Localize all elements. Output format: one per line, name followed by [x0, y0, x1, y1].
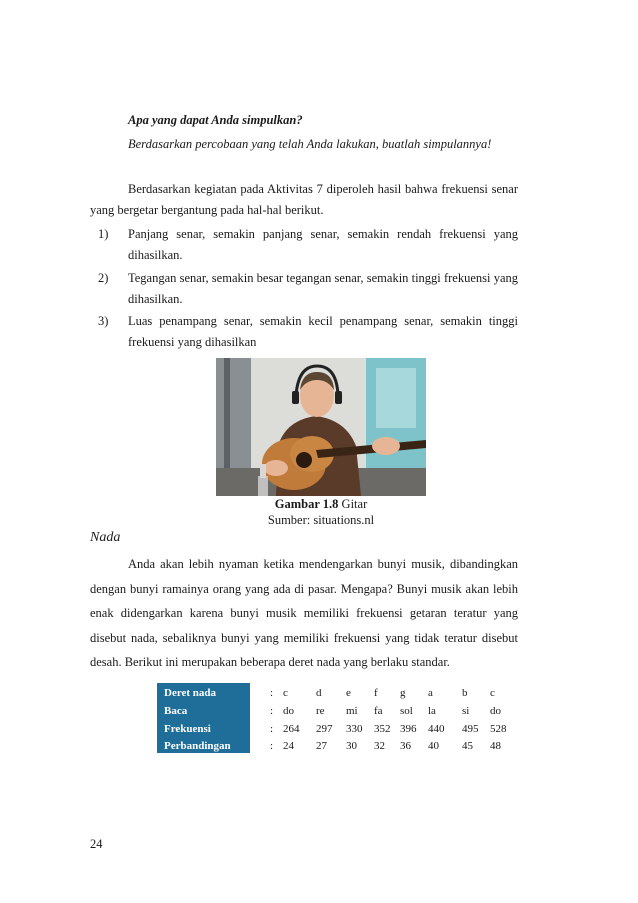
figure-caption — [216, 497, 426, 512]
list-item-text: Luas penampang senar, semakin kecil penampang senar, semakin tinggi frekuensi yang dihasilkan — [128, 314, 518, 349]
table-cell: 36 — [400, 740, 411, 752]
label-deret-nada: Deret nada — [164, 687, 217, 699]
table-cell: c — [490, 687, 495, 699]
table-cell: 330 — [346, 723, 363, 735]
table-cell: 45 — [462, 740, 473, 752]
list-item-text: Panjang senar, semakin panjang senar, semakin rendah frekuensi yang dihasilkan. — [128, 227, 518, 262]
table-cell: f — [374, 687, 378, 699]
label-frekuensi: Frekuensi — [164, 723, 211, 735]
table-cell: c — [283, 687, 288, 699]
table-separator: : — [270, 723, 274, 735]
table-cell: la — [428, 705, 436, 717]
label-baca: Baca — [164, 705, 188, 717]
table-cell: mi — [346, 705, 358, 717]
table-cell: 264 — [283, 723, 300, 735]
table-cell: 24 — [283, 740, 294, 752]
table-cell: 352 — [374, 723, 391, 735]
table-cell: 297 — [316, 723, 333, 735]
section-heading: Nada — [90, 530, 121, 545]
figure-label: Gambar 1.8 — [274, 497, 339, 511]
page-number: 24 — [90, 837, 103, 851]
table-cell: 440 — [428, 723, 445, 735]
table-cell: fa — [374, 705, 383, 717]
conclusion-list — [90, 224, 518, 355]
table-cell: 48 — [490, 740, 501, 752]
table-cell: do — [490, 705, 501, 717]
note-table-labels — [157, 683, 250, 753]
table-cell: 27 — [316, 740, 327, 752]
list-item — [90, 311, 518, 353]
table-separator: : — [270, 705, 274, 717]
table-cell: g — [400, 687, 406, 699]
conclusion-intro: Berdasarkan kegiatan pada Aktivitas 7 diperoleh hasil bahwa frekuensi senar yang bergetar bergantung pada hal-hal berikut. — [90, 182, 518, 217]
table-cell: 528 — [490, 723, 507, 735]
table-cell: 495 — [462, 723, 479, 735]
table-separator: : — [270, 740, 274, 752]
figure-source: Sumber: situations.nl — [267, 513, 375, 527]
table-cell: 40 — [428, 740, 439, 752]
table-cell: re — [316, 705, 325, 717]
section-paragraph: Anda akan lebih nyaman ketika mendengarkan bunyi musik, dibandingkan dengan bunyi ramainya orang yang ada di pasar. Mengapa? Bunyi musik akan lebih enak didengarkan karena bunyi musik memiliki frekuensi getaran teratur yang disebut nada, sebaliknya bunyi yang memiliki frekuensi yang tidak teratur disebut desah. Berikut ini merupakan beberapa deret nada yang berlaku standar. — [90, 557, 518, 669]
list-item — [90, 268, 518, 310]
table-cell: sol — [400, 705, 413, 717]
label-perbandingan: Perbandingan — [164, 740, 231, 752]
table-cell: a — [428, 687, 433, 699]
list-item-number: 3) — [98, 314, 109, 328]
list-item — [90, 224, 518, 266]
table-cell: 396 — [400, 723, 417, 735]
list-item-text: Tegangan senar, semakin besar tegangan senar, semakin tinggi frekuensi yang dihasilkan. — [128, 270, 518, 306]
list-item-number: 2) — [98, 270, 109, 285]
table-cell: d — [316, 687, 322, 699]
question-instruction: Berdasarkan percobaan yang telah Anda lakukan, buatlah simpulannya! — [128, 137, 492, 151]
table-cell: do — [283, 705, 294, 717]
table-cell: 32 — [374, 740, 385, 752]
table-cell: e — [346, 687, 351, 699]
table-cell: si — [462, 705, 470, 717]
question-title: Apa yang dapat Anda simpulkan? — [128, 113, 303, 127]
table-cell: 30 — [346, 740, 357, 752]
list-item-number: 1) — [98, 227, 109, 241]
figure-title: Gitar — [341, 497, 368, 511]
guitar-photo — [216, 358, 426, 496]
table-cell: b — [462, 687, 468, 699]
table-separator: : — [270, 687, 274, 699]
